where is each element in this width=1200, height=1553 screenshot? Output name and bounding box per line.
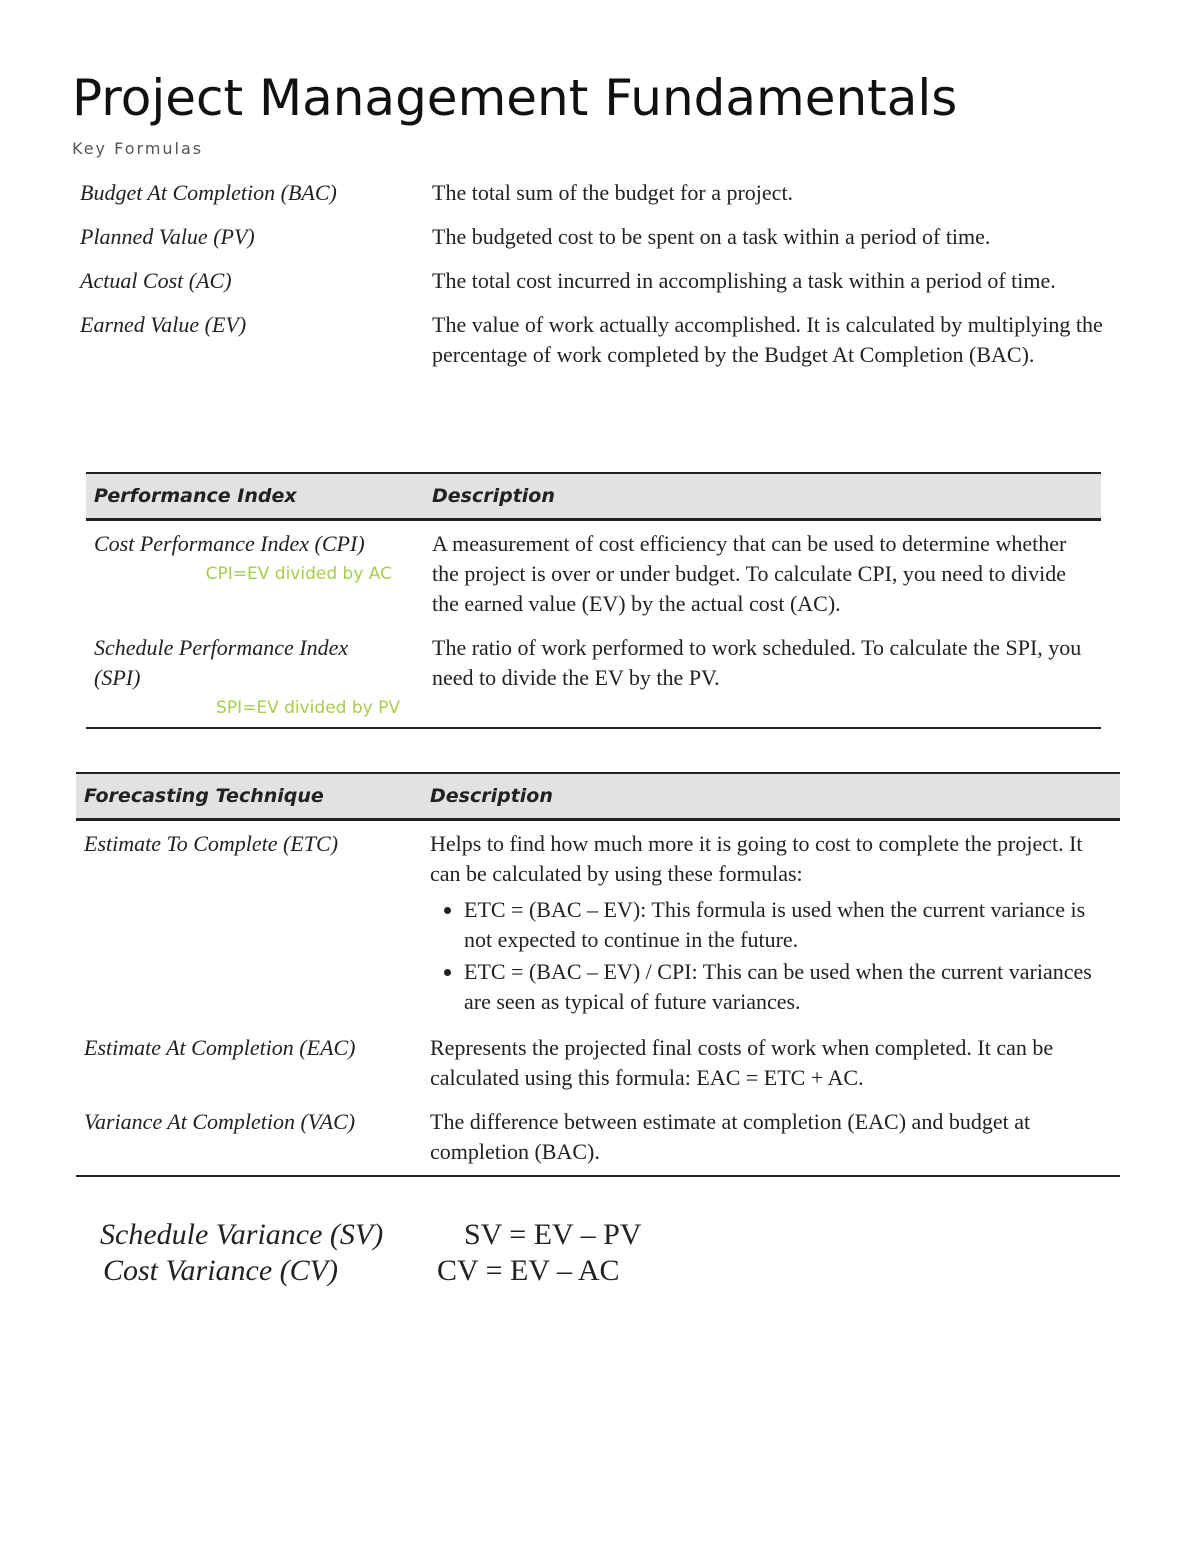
technique-term: Estimate At Completion (EAC) (84, 1035, 356, 1060)
performance-index-table (86, 472, 1101, 729)
definition-row (80, 222, 1125, 252)
column-header: Performance Index (94, 485, 297, 507)
variance-term: Cost Variance (CV) (103, 1254, 338, 1287)
definition-term: Budget At Completion (BAC) (80, 180, 337, 205)
index-formula: SPI=EV divided by PV (216, 698, 400, 718)
column-header: Forecasting Technique (84, 785, 324, 807)
variance-formulas (100, 1218, 642, 1290)
variance-formula: CV = EV – AC (437, 1254, 620, 1287)
technique-description: The difference between estimate at completion (EAC) and budget at completion (BAC). (430, 1109, 1031, 1164)
page-title: Project Management Fundamentals (72, 69, 958, 127)
index-description: A measurement of cost efficiency that can be used to determine whether the project is over or under budget. To calculate CPI, you need to divide the earned value (EV) by the actual cost (AC). (432, 531, 1067, 616)
definition-description: The value of work actually accomplished. It is calculated by multiplying the percentage of work completed by the Budget At Completion (BAC). (432, 312, 1103, 367)
technique-term: Estimate To Complete (ETC) (84, 831, 339, 856)
page-subtitle: Key Formulas (72, 139, 204, 158)
definition-term: Actual Cost (AC) (80, 268, 232, 293)
table-row (76, 1025, 1120, 1099)
index-term: Cost Performance Index (CPI) (94, 531, 365, 556)
list-item: • ETC = (BAC – EV) / CPI: This can be used when the current variances are seen as typical of future variances. (464, 957, 1104, 1017)
index-formula: CPI=EV divided by AC (205, 564, 392, 584)
definition-term: Earned Value (EV) (80, 312, 247, 337)
table-row (76, 821, 1120, 1025)
technique-description: Represents the projected final costs of work when completed. It can be calculated using this formula: EAC = ETC + AC. (430, 1035, 1054, 1090)
index-description: The ratio of work performed to work scheduled. To calculate the SPI, you need to divide the EV by the PV. (432, 635, 1082, 690)
table-row (76, 1099, 1120, 1175)
definitions-list (80, 178, 1125, 384)
definition-term: Planned Value (PV) (80, 224, 255, 249)
variance-row (100, 1254, 642, 1290)
table-row (86, 625, 1101, 727)
forecasting-technique-table (76, 772, 1120, 1177)
column-header: Description (430, 785, 553, 807)
technique-description: Helps to find how much more it is going to cost to complete the project. It can be calculated by using these formulas: (430, 831, 1083, 886)
definition-row (80, 310, 1125, 370)
variance-formula: SV = EV – PV (464, 1218, 642, 1251)
definition-description: The total sum of the budget for a project. (432, 180, 794, 205)
definition-row (80, 178, 1125, 208)
table-header (76, 774, 1120, 821)
formula-bullet-list (430, 895, 1104, 1017)
definition-description: The total cost incurred in accomplishing a task within a period of time. (432, 268, 1056, 293)
technique-term: Variance At Completion (VAC) (84, 1109, 356, 1134)
column-header: Description (432, 485, 555, 507)
table-row (86, 521, 1101, 625)
variance-row (100, 1218, 642, 1254)
definition-description: The budgeted cost to be spent on a task within a period of time. (432, 224, 991, 249)
index-term: Schedule Performance Index (SPI) (94, 635, 349, 690)
table-header (86, 474, 1101, 521)
variance-term: Schedule Variance (SV) (100, 1218, 384, 1251)
definition-row (80, 266, 1125, 296)
list-item: • ETC = (BAC – EV): This formula is used when the current variance is not expected to continue in the future. (464, 895, 1104, 955)
